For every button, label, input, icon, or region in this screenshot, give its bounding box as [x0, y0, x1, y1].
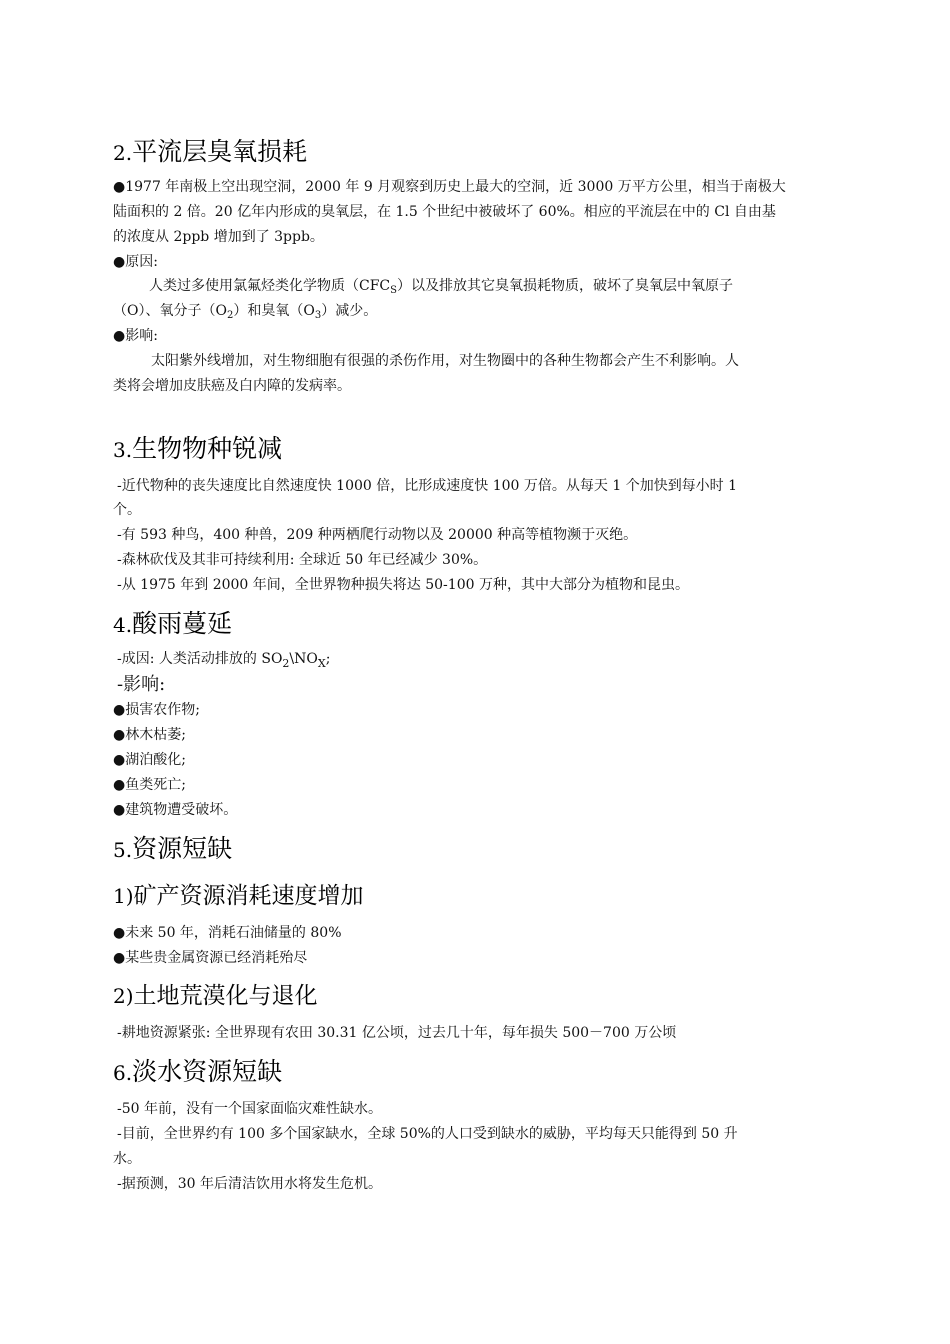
acid-rain-cause: -成因: 人类活动排放的 $SO_2\backslash NO_X$; [117, 651, 331, 670]
section-number: 5. [113, 838, 133, 862]
paragraph-line: -目前，全世界约有 100 多个国家缺水，全球 50%的人口受到缺水的威胁，平均每天只能得到 50 升 [117, 1126, 738, 1142]
paragraph-line: 个。 [113, 502, 141, 518]
section-number: 2. [113, 141, 133, 165]
cause-label: ●原因: [113, 254, 158, 270]
effect-line: 太阳紫外线增加，对生物细胞有很强的杀伤作用，对生物圈中的各种生物都会产生不利影响。人 [151, 353, 739, 369]
list-item: ●湖泊酸化; [113, 752, 186, 768]
list-item: ●未来 50 年，消耗石油储量的 80% [113, 925, 342, 941]
section-4-heading [113, 608, 232, 641]
section-title: 酸雨蔓延 [132, 609, 233, 638]
section-number: 6. [113, 1061, 133, 1085]
section-title: 生物物种锐减 [132, 434, 283, 463]
paragraph-line: -有 593 种鸟，400 种兽，209 种两栖爬行动物以及 20000 种高等植物濒于灭绝。 [117, 527, 638, 543]
subsection-2-heading: 2)土地荒漠化与退化 [113, 983, 318, 1009]
subsection-1-heading: 1)矿产资源消耗速度增加 [113, 883, 364, 909]
paragraph-line: -森林砍伐及其非可持续利用: 全球近 50 年已经减少 30%。 [117, 552, 488, 568]
section-title: 淡水资源短缺 [132, 1057, 283, 1086]
section-title: 平流层臭氧损耗 [132, 137, 308, 166]
section-number: 3. [113, 438, 133, 462]
paragraph-line: 的浓度从 2ppb 增加到了 3ppb。 [113, 229, 324, 245]
section-number: 4. [113, 613, 133, 637]
paragraph-line: 水。 [113, 1151, 141, 1167]
section-3-heading [113, 433, 282, 466]
section-5-heading [113, 833, 232, 866]
section-6-heading [113, 1056, 282, 1089]
list-item: ●损害农作物; [113, 702, 200, 718]
effect-label: ●影响: [113, 328, 158, 344]
paragraph-line: -耕地资源紧张: 全世界现有农田 30.31 亿公顷，过去几十年，每年损失 500－700 万公顷 [117, 1025, 677, 1041]
paragraph-line: -据预测，30 年后清洁饮用水将发生危机。 [117, 1176, 382, 1192]
paragraph-line: -从 1975 年到 2000 年间，全世界物种损失将达 50-100 万种，其中大部分为植物和昆虫。 [117, 577, 689, 593]
effect-label: -影响: [117, 674, 166, 695]
list-item: ●林木枯萎; [113, 727, 186, 743]
paragraph-line: 陆面积的 2 倍。20 亿年内形成的臭氧层，在 1.5 个世纪中被破坏了 60%。相应的平流层在中的 Cl 自由基 [113, 204, 776, 220]
section-2-heading [113, 136, 307, 169]
list-item: ●建筑物遭受破坏。 [113, 802, 238, 818]
cause-line: （O）、氧分子$(O_2)$和臭氧$(O_3)$减少。 [113, 303, 378, 321]
cause-line: 人类过多使用氯氟烃类化学物质$(CFC_S)$以及排放其它臭氧损耗物质，破坏了臭氧层中氧原子 [149, 278, 733, 296]
paragraph-line: -50 年前，没有一个国家面临灾难性缺水。 [117, 1101, 382, 1117]
paragraph-line: ●1977 年南极上空出现空洞，2000 年 9 月观察到历史上最大的空洞，近 3000 万平方公里，相当于南极大 [113, 179, 786, 195]
list-item: ●某些贵金属资源已经消耗殆尽 [113, 950, 308, 966]
section-title: 资源短缺 [132, 834, 233, 863]
list-item: ●鱼类死亡; [113, 777, 186, 793]
effect-line: 类将会增加皮肤癌及白内障的发病率。 [113, 378, 351, 394]
paragraph-line: -近代物种的丧失速度比自然速度快 1000 倍，比形成速度快 100 万倍。从每天 1 个加快到每小时 1 [117, 478, 738, 494]
